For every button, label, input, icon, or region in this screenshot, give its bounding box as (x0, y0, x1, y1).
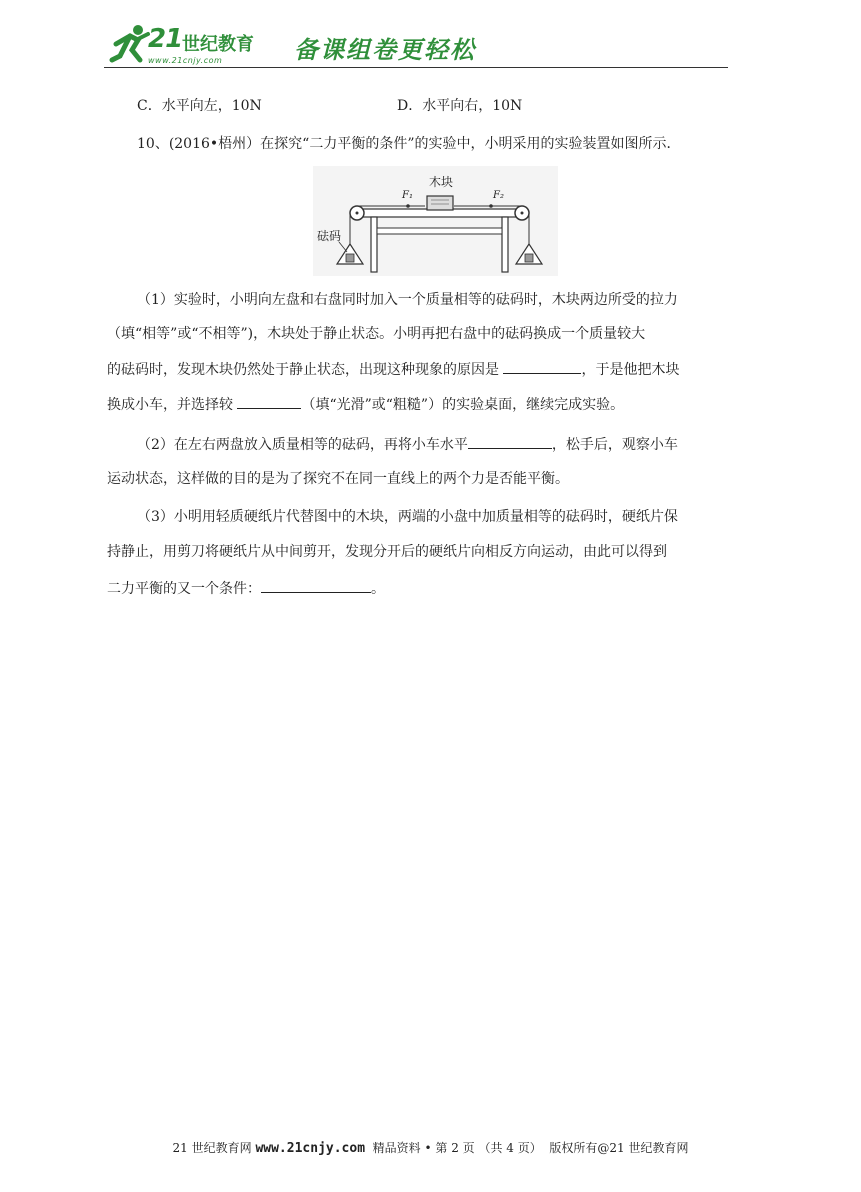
experiment-apparatus-figure (313, 166, 558, 276)
header-divider (104, 67, 728, 68)
part1-line2: （填“相等”或“不相等”)，木块处于静止状态。小明再把右盘中的砝码换成一个质量较大 (107, 326, 646, 342)
answer-blank-reason[interactable] (503, 359, 581, 374)
table-leg-right (502, 217, 508, 272)
weight-left (346, 254, 354, 262)
footer-page-info: 精品资料 • 第 2 页 （共 4 页） (372, 1141, 542, 1155)
weight-label: 砝码 (317, 229, 342, 243)
part2-line1: （2）在左右两盘放入质量相等的砝码，再将小车水平 ，松手后，观察小车 (137, 434, 678, 455)
answer-blank-rotate[interactable] (468, 434, 552, 449)
option-c: C．水平向左，10N (137, 98, 262, 114)
question-10-stem: 10、(2016•梧州）在探究“二力平衡的条件”的实验中，小明采用的实验装置如图所示． (137, 136, 681, 152)
weight-right (525, 254, 533, 262)
answer-blank-condition[interactable] (261, 578, 371, 593)
footer-left: 21 世纪教育网 (172, 1141, 252, 1155)
page-footer (0, 1139, 861, 1156)
page-header (104, 22, 728, 70)
part3-line1: （3）小明用轻质硬纸片代替图中的木块，两端的小盘中加质量相等的砝码时，硬纸片保 (137, 509, 678, 525)
part2-line2: 运动状态，这样做的目的是为了探究不在同一直线上的两个力是否能平衡。 (107, 471, 569, 487)
answer-blank-surface[interactable] (237, 394, 301, 409)
table-leg-left (371, 217, 377, 272)
table-rail (377, 228, 502, 234)
option-d: D．水平向右，10N (397, 98, 523, 114)
runner-logo-icon (108, 22, 152, 66)
footer-copyright: 版权所有@21 世纪教育网 (549, 1141, 689, 1155)
part1-line1: （1）实验时，小明向左盘和右盘同时加入一个质量相等的砝码时，木块两边所受的拉力 (137, 292, 678, 308)
logo-url: www.21cnjy.com (148, 56, 223, 65)
part3-line2: 持静止，用剪刀将硬纸片从中间剪开，发现分开后的硬纸片向相反方向运动，由此可以得到 (107, 544, 667, 560)
part1-line3: 的砝码时，发现木块仍然处于静止状态，出现这种现象的原因是 ，于是他把木块 (107, 359, 679, 380)
header-slogan: 备课组卷更轻松 (294, 36, 476, 64)
force-f2-label: F₂ (493, 190, 504, 201)
logo-text: 世纪教育 (182, 34, 254, 55)
block-label: 木块 (428, 175, 454, 189)
part1-line4: 换成小车，并选择较 （填“光滑”或“粗糙”）的实验桌面，继续完成实验。 (107, 394, 624, 415)
footer-site-link[interactable]: www.21cnjy.com (255, 1141, 366, 1156)
logo-number: 21 (148, 24, 183, 54)
wood-block (427, 196, 453, 210)
part3-line3: 二力平衡的又一个条件： 。 (107, 578, 385, 599)
force-f1-label: F₁ (402, 190, 413, 201)
